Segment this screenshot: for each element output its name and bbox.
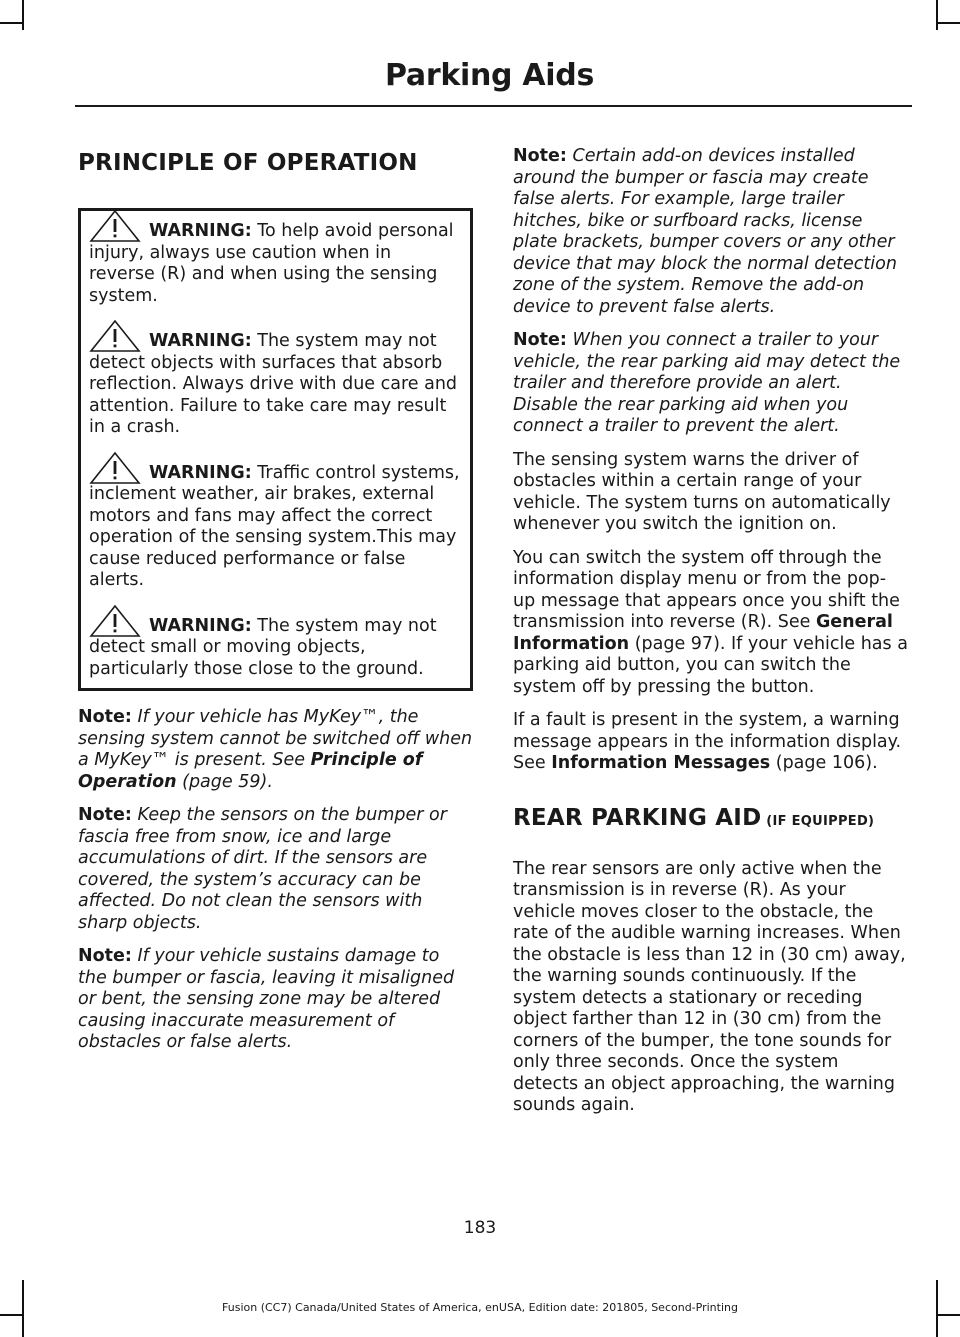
crop-mark <box>0 22 24 24</box>
body-paragraph: The sensing system warns the driver of obstacles within a certain range of your vehicle. The system turns on automatically whenever you switch the ignition on. <box>513 449 891 534</box>
right-column <box>513 146 908 1129</box>
body-text: (page 97). If your vehicle has a parking aid button, you can switch the system off by pressing the button. <box>513 633 908 697</box>
warning-text: The system may not detect objects with surfaces that absorb reflection. Always drive with due care and attention. Failure to take care may result in a crash. <box>89 331 458 437</box>
section-heading-rear-parking-aid <box>513 803 908 837</box>
warning-box <box>78 208 473 691</box>
body-paragraph <box>513 548 908 699</box>
warning-triangle-icon <box>89 451 141 483</box>
body-text: (page 106). <box>770 753 878 773</box>
page-header-title: Parking Aids <box>385 58 594 93</box>
note-paragraph <box>78 707 473 793</box>
note-paragraph <box>78 805 473 934</box>
warning-triangle-icon <box>89 319 141 351</box>
page-footer: Fusion (CC7) Canada/United States of America, enUSA, Edition date: 201805, Second-Printing <box>222 1301 738 1314</box>
warning-item <box>89 331 462 439</box>
note-paragraph <box>78 946 473 1054</box>
warning-text: The system may not detect small or moving objects, particularly those close to the ground. <box>89 615 437 679</box>
warning-label: WARNING: <box>149 221 252 241</box>
warning-label: WARNING: <box>149 615 252 636</box>
warning-text: To help avoid personal injury, always use caution when in reverse (R) and when using the sensing system. <box>89 221 454 306</box>
warning-item <box>89 463 462 592</box>
note-label: Note: <box>78 946 132 966</box>
warning-text: Traffic control systems, inclement weather, air brakes, external motors and fans may affect the correct operation of the sensing system.This may cause reduced performance or false alerts. <box>89 462 460 590</box>
warning-label: WARNING: <box>149 331 252 351</box>
crop-mark <box>0 1314 24 1316</box>
note-text: If your vehicle has MyKey™, the sensing system cannot be switched off when a MyKey™ is present. See <box>78 707 473 770</box>
warning-item <box>89 221 462 307</box>
warning-item <box>89 616 462 681</box>
page-reference: (page 59). <box>176 771 273 792</box>
note-paragraph <box>513 146 908 318</box>
note-label: Note: <box>513 146 567 166</box>
cross-reference-link[interactable]: Principle of Operation <box>78 750 423 792</box>
note-text: Keep the sensors on the bumper or fascia free from snow, ice and large accumulations of dirt. If the sensors are covered, the system’s accuracy can be affected. Do not clean the sensors with sharp objects. <box>78 805 447 933</box>
crop-mark <box>936 0 938 30</box>
note-paragraph <box>513 330 908 438</box>
note-text: When you connect a trailer to your vehicle, the rear parking aid may detect the trailer and therefore provide an alert. Disable the rear parking aid when you connect a trailer to prevent the alert. <box>513 330 901 436</box>
note-label: Note: <box>513 330 567 350</box>
note-label: Note: <box>78 707 132 727</box>
cross-reference-link[interactable]: Information Messages <box>551 753 771 773</box>
left-column <box>78 140 473 1066</box>
page-number: 183 <box>463 1218 497 1238</box>
body-text: You can switch the system off through the information display menu or from the pop-up message that appears once you shift the transmission into reverse (R). See <box>513 547 900 632</box>
note-text: If your vehicle sustains damage to the bumper or fascia, leaving it misaligned or bent, the sensing zone may be altered causing inaccurate measurement of obstacles or false alerts. <box>78 946 455 1052</box>
header-rule <box>75 105 912 107</box>
warning-triangle-icon <box>89 604 141 636</box>
heading-suffix: (IF EQUIPPED) <box>761 813 875 829</box>
heading-main: REAR PARKING AID <box>513 804 762 831</box>
body-text: If a fault is present in the system, a warning message appears in the information display. See <box>513 710 902 773</box>
note-label: Note: <box>78 805 132 825</box>
crop-mark <box>22 0 24 30</box>
warning-label: WARNING: <box>149 462 252 483</box>
warning-triangle-icon <box>89 209 141 241</box>
body-paragraph: The rear sensors are only active when the transmission is in reverse (R). As your vehicle moves closer to the obstacle, the rate of the audible warning increases. When the obstacle is less than 12 in (30 cm) away, the warning sounds continuously. If the system detects a stationary or receding object farther than 12 in (30 cm) from the corners of the bumper, the tone sounds for only three seconds. Once the system detects an object approaching, the warning sounds again. <box>513 858 906 1115</box>
section-heading-principle: PRINCIPLE OF OPERATION <box>78 150 418 176</box>
cross-reference-link[interactable]: General Information <box>513 612 893 654</box>
note-text: Certain add-on devices installed around the bumper or fascia may create false alerts. For example, large trailer hitches, bike or surfboard racks, license plate brackets, bumper covers or any other device that may block the normal detection zone of the system. Remove the add-on device to prevent false alerts. <box>513 146 897 317</box>
crop-mark <box>936 1314 960 1316</box>
crop-mark <box>936 22 960 24</box>
body-paragraph <box>513 710 908 775</box>
